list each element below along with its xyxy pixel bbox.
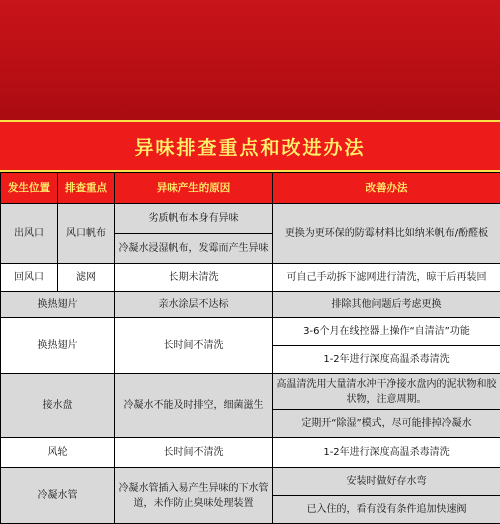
table-row [1,374,500,410]
page-title: 异味排查重点和改进办法 [134,133,365,160]
cell-fix: 高温清洗用大量清水冲干净接水盘内的泥状物和胶状物，注意周期。 [273,374,500,410]
cell-fix: 定期开“除湿”模式，尽可能排掉冷凝水 [273,410,500,438]
cell-cause: 长时间不清洗 [115,438,273,468]
cell-fix: 已入住的，看有没有条件追加快速阀 [273,496,500,524]
cell-cause: 劣质帆布本身有异味 [115,204,273,234]
table-row [1,438,500,468]
cell-fix: 1-2年进行深度高温杀毒清洗 [273,346,500,374]
cell-focus: 风口帆布 [58,204,115,264]
cell-cause: 冷凝水浸湿帆布，发霉而产生异味 [115,234,273,264]
title-bar [0,120,500,172]
cell-location: 风轮 [1,438,115,468]
table-header-row [1,173,500,204]
cell-location: 接水盘 [1,374,115,438]
header-fix: 改善办法 [273,173,500,204]
table-row [1,264,500,292]
top-banner [0,0,500,120]
table-row [1,318,500,346]
cell-fix: 1-2年进行深度高温杀毒清洗 [273,438,500,468]
cell-location: 换热翅片 [1,318,115,374]
table-row [1,468,500,496]
cell-location: 回风口 [1,264,58,292]
cell-location: 冷凝水管 [1,468,115,524]
cell-cause: 冷凝水管插入易产生异味的下水管道，未作防止臭味处理装置 [115,468,273,524]
header-focus: 排查重点 [58,173,115,204]
cell-cause: 长期未清洗 [115,264,273,292]
cell-fix: 可自己手动拆下滤网进行清洗，晾干后再装回 [273,264,500,292]
odor-table [0,172,500,524]
cell-location: 换热翅片 [1,292,115,318]
cell-location: 出风口 [1,204,58,264]
cell-cause: 长时间不清洗 [115,318,273,374]
cell-fix: 3-6个月在线控器上操作“自清洁”功能 [273,318,500,346]
header-cause: 异味产生的原因 [115,173,273,204]
cell-focus: 滤网 [58,264,115,292]
cell-fix: 安装时做好存水弯 [273,468,500,496]
cell-cause: 亲水涂层不达标 [115,292,273,318]
table-row [1,292,500,318]
cell-fix: 更换为更环保的防霉材料比如纳米帆布/酚醛板 [273,204,500,264]
cell-cause: 冷凝水不能及时排空，细菌滋生 [115,374,273,438]
cell-fix: 排除其他问题后考虑更换 [273,292,500,318]
header-location: 发生位置 [1,173,58,204]
table-row [1,204,500,234]
